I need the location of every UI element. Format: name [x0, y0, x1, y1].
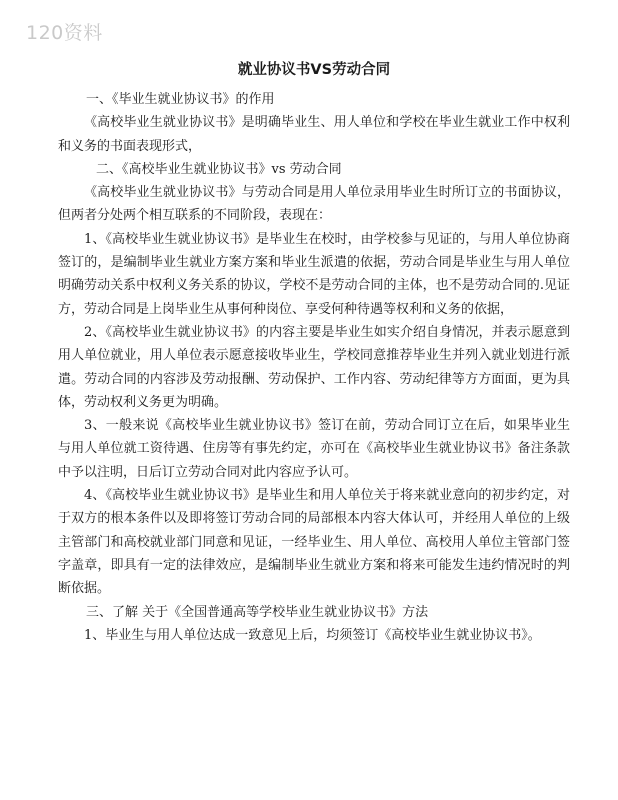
section-3-heading: 三、了解 关于《全国普通高等学校毕业生就业协议书》方法 [86, 604, 429, 620]
watermark: 120资料 [26, 22, 103, 44]
section-2-point-1: 1、《高校毕业生就业协议书》是毕业生在校时，由学校参与见证的，与用人单位协商签订的，是编制毕业生就业方案方案和毕业生派遣的依据，劳动合同是毕业生与用人单位明确劳动关系中权利义务关系的协议，学校不是劳动合同的主体，也不是劳动合同的.见证方，劳动合同是上岗毕业生从事何种岗位、享受何种待遇等权利和义务的依据， [58, 231, 570, 317]
section-2-intro-paragraph: 《高校毕业生就业协议书》与劳动合同是用人单位录用毕业生时所订立的书面协议，但两者分处两个相互联系的不同阶段，表现在： [58, 185, 570, 224]
section-2-heading: 二、《高校毕业生就业协议书》vs 劳动合同 [96, 161, 342, 177]
section-3-point-1: 1、毕业生与用人单位达成一致意见上后，均须签订《高校毕业生就业协议书》。 [84, 627, 541, 643]
document-page [58, 60, 570, 647]
section-2-point-3: 3、一般来说《高校毕业生就业协议书》签订在前，劳动合同订立在后，如果毕业生与用人单位就工资待遇、住房等有事先约定，亦可在《高校毕业生就业协议书》备注条款中予以注明，日后订立劳动合同对此内容应予认可。 [58, 418, 570, 480]
section-1-paragraph: 《高校毕业生就业协议书》是明确毕业生、用人单位和学校在毕业生就业工作中权利和义务的书面表现形式， [58, 115, 570, 154]
document-title: 就业协议书VS劳动合同 [237, 62, 391, 78]
section-1-heading: 一、《毕业生就业协议书》的作用 [86, 92, 275, 107]
section-2-point-2: 2、《高校毕业生就业协议书》的内容主要是毕业生如实介绍自身情况，并表示愿意到用人单位就业，用人单位表示愿意接收毕业生，学校同意推荐毕业生并列入就业划进行派遣。劳动合同的内容涉及劳动报酬、劳动保护、工作内容、劳动纪律等方方面面，更为具体，劳动权利义务更为明确。 [58, 324, 570, 410]
section-2-point-4: 4、《高校毕业生就业协议书》是毕业生和用人单位关于将来就业意向的初步约定，对于双方的根本条件以及即将签订劳动合同的局部根本内容大体认可，并经用人单位的上级主管部门和高校就业部门同意和见证，一经毕业生、用人单位、高校用人单位主管部门签字盖章，即具有一定的法律效应，是编制毕业生就业方案和将来可能发生违约情况时的判断依据。 [58, 488, 570, 597]
